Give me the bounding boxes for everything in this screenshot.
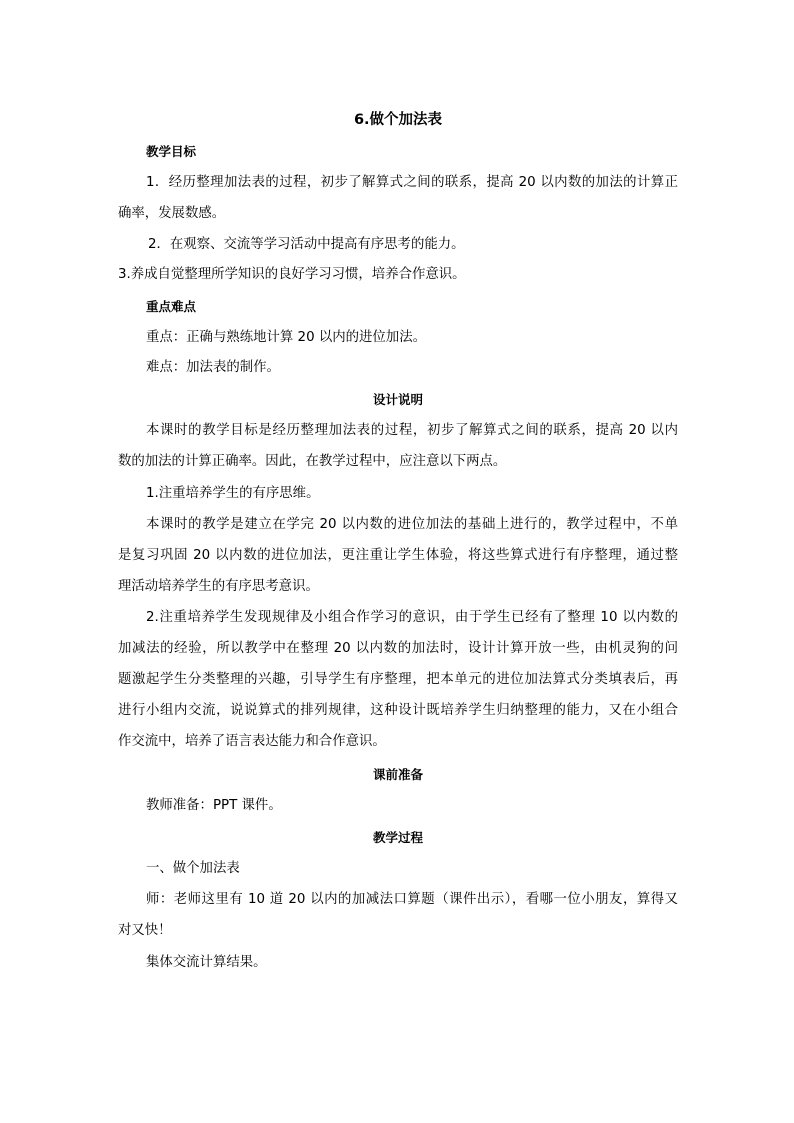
document-title: 6.做个加法表 — [353, 112, 443, 128]
design-paragraph-1-line-2: 数的加法的计算正确率。因此，在教学过程中，应注意以下两点。 — [118, 454, 507, 469]
goal-1-line-2: 确率，发展数感。 — [118, 206, 226, 221]
process-paragraph-1-line-1: 师：老师这里有 10 道 20 以内的加减法口算题（课件出示），看哪一位小朋友，算得又 — [146, 892, 678, 907]
process-heading: 教学过程 — [372, 830, 423, 845]
goal-1-line-1: 1．经历整理加法表的过程，初步了解算式之间的联系，提高 20 以内数的加法的计算正 — [146, 175, 678, 190]
design-heading: 设计说明 — [372, 392, 423, 407]
goal-3: 3.养成自觉整理所学知识的良好学习习惯，培养合作意识。 — [118, 267, 466, 282]
design-paragraph-3-line-2: 加减法的经验，所以教学中在整理 20 以内数的加法时，设计计算开放一些，由机灵狗的问 — [118, 641, 678, 656]
design-paragraph-3-line-1: 2.注重培养学生发现规律及小组合作学习的意识，由于学生已经有了整理 10 以内数的 — [146, 610, 678, 625]
design-paragraph-3-line-3: 题激起学生分类整理的兴趣，引导学生有序整理，把本单元的进位加法算式分类填表后，再 — [118, 672, 678, 687]
design-paragraph-2-line-3: 理活动培养学生的有序思考意识。 — [118, 579, 319, 594]
key-point: 重点：正确与熟练地计算 20 以内的进位加法。 — [146, 330, 426, 345]
design-point-1: 1.注重培养学生的有序思维。 — [146, 486, 320, 501]
goal-2: 2．在观察、交流等学习活动中提高有序思考的能力。 — [148, 237, 465, 252]
design-paragraph-2-line-2: 是复习巩固 20 以内数的进位加法，更注重让学生体验，将这些算式进行有序整理，通过整 — [118, 548, 678, 563]
process-step-1: 一、做个加法表 — [146, 861, 240, 876]
design-paragraph-3-line-4: 进行小组内交流，说说算式的排列规律，这种设计既培养学生归纳整理的能力，又在小组合 — [118, 703, 678, 718]
difficult-point: 难点：加法表的制作。 — [146, 360, 280, 375]
design-paragraph-3-line-5: 作交流中，培养了语言表达能力和合作意识。 — [118, 734, 386, 749]
preparation-heading: 课前准备 — [372, 767, 423, 782]
process-paragraph-2: 集体交流计算结果。 — [146, 955, 267, 970]
preparation-text: 教师准备：PPT 课件。 — [146, 798, 282, 813]
process-paragraph-1-line-2: 对又快！ — [118, 923, 172, 938]
key-points-heading: 重点难点 — [146, 299, 197, 314]
goals-heading: 教学目标 — [146, 144, 197, 159]
design-paragraph-2-line-1: 本课时的教学是建立在学完 20 以内数的进位加法的基础上进行的，教学过程中，不单 — [146, 517, 678, 532]
design-paragraph-1-line-1: 本课时的教学目标是经历整理加法表的过程，初步了解算式之间的联系，提高 20 以内 — [146, 423, 678, 438]
